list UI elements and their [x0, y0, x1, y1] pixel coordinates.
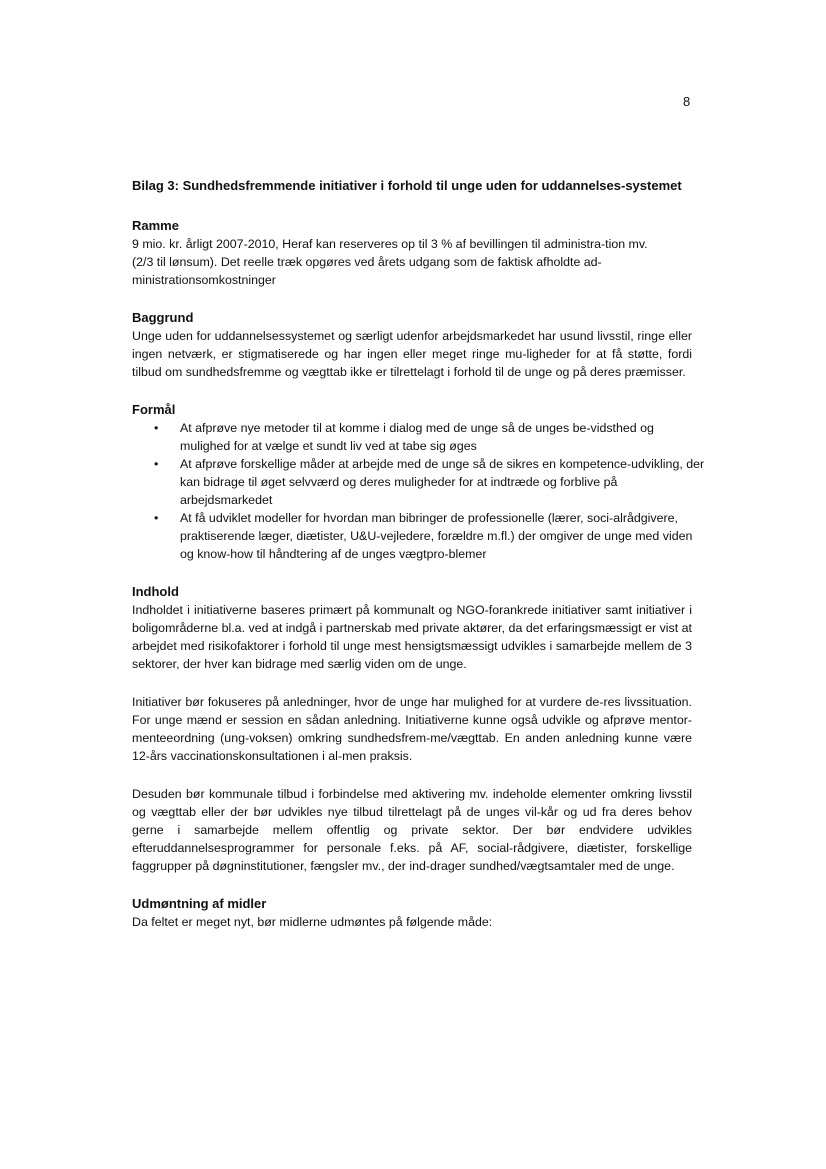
- section-heading: Ramme: [132, 218, 179, 233]
- indhold-paragraph: Initiativer bør fokuseres på anledninger, hvor de unge har mulighed for at vurdere de-res livssituation. For unge mænd er session en sådan anledning. Initiativerne kunne også udvikle og afprøve mentor-menteeordning (ung-voksen) omkring sundhedsfrem-me/vægttab. En anden anledning kunne være 12-års vaccinationskonsultationen i al-men praksis.: [132, 695, 692, 763]
- section-ramme: [132, 217, 692, 289]
- section-heading: Udmøntning af midler: [132, 896, 267, 911]
- indhold-paragraph: Desuden bør kommunale tilbud i forbindelse med aktivering mv. indeholde elementer omkring livsstil og vægttab eller der bør udvikles nye tilbud tilrettelagt på de unges vil-kår og ud fra deres behov gerne i samarbejde mellem offentlig og private sektor. Der bør endvidere udvikles efteruddannelsesprogrammer for personale f.eks. på AF, social-rådgivere, diætister, forskellige faggrupper på døgninstitutioner, fængsler mv., der ind-drager sundhed/vægtsamtaler med de unge.: [132, 787, 692, 873]
- list-item: • At få udviklet modeller for hvordan man bibringer de professionelle (lærer, soci-alrådgivere, praktiserende læger, diætister, U&U-vejledere, forældre m.fl.) der omgiver de unge med viden og know-how til håndtering af de unges vægtpro-blemer: [154, 509, 706, 563]
- formaal-list: [132, 419, 706, 563]
- section-heading: Indhold: [132, 584, 179, 599]
- section-baggrund: [132, 309, 692, 381]
- document-body: [132, 176, 705, 951]
- baggrund-text: Unge uden for uddannelsessystemet og særligt udenfor arbejdsmarkedet har usund livsstil, ringe eller ingen netværk, er stigmatiserede og har ingen eller meget ringe mu-ligheder for at få støtte, fordi tilbud om sundhedsfremme og vægttab ikke er tilrettelagt i forhold til de unge og på deres præmisser.: [132, 329, 692, 379]
- list-item: • At afprøve forskellige måder at arbejde med de unge så de sikres en kompetence-udvikling, der kan bidrage til øget selvværd og deres muligheder for at indtræde og forblive på arbejdsmarkedet: [154, 455, 706, 509]
- indhold-paragraph: Indholdet i initiativerne baseres primært på kommunalt og NGO-forankrede initiativer samt initiativer i boligområderne bl.a. ved at indgå i partnerskab med private aktører, da det erfaringsmæssigt er vist at arbejdet med risikofaktorer i forhold til unge mest hensigtsmæssigt udvikles i samarbejde mellem de 3 sektorer, der hver kan bidrage med særlig viden om de unge.: [132, 603, 692, 671]
- section-udmoentning: [132, 895, 692, 931]
- section-heading: Baggrund: [132, 310, 194, 325]
- udmoentning-text: Da feltet er meget nyt, bør midlerne udmøntes på følgende måde:: [132, 915, 493, 929]
- page-number: 8: [683, 94, 691, 109]
- section-formaal: [132, 401, 705, 563]
- ramme-line: 9 mio. kr. årligt 2007-2010, Heraf kan reserveres op til 3 % af bevillingen til administra-tion mv.: [132, 237, 648, 251]
- section-heading: Formål: [132, 402, 176, 417]
- list-item: • At afprøve nye metoder til at komme i dialog med de unge så de unges be-vidsthed og mulighed for at vælge et sundt liv ved at tabe sig øges: [154, 419, 706, 455]
- section-indhold: [132, 583, 692, 875]
- ramme-line: (2/3 til lønsum). Det reelle træk opgøres ved årets udgang som de faktisk afholdte ad-ministrationsomkostninger: [132, 255, 602, 287]
- document-title: Bilag 3: Sundhedsfremmende initiativer i forhold til unge uden for uddannelses-systemet: [132, 178, 682, 193]
